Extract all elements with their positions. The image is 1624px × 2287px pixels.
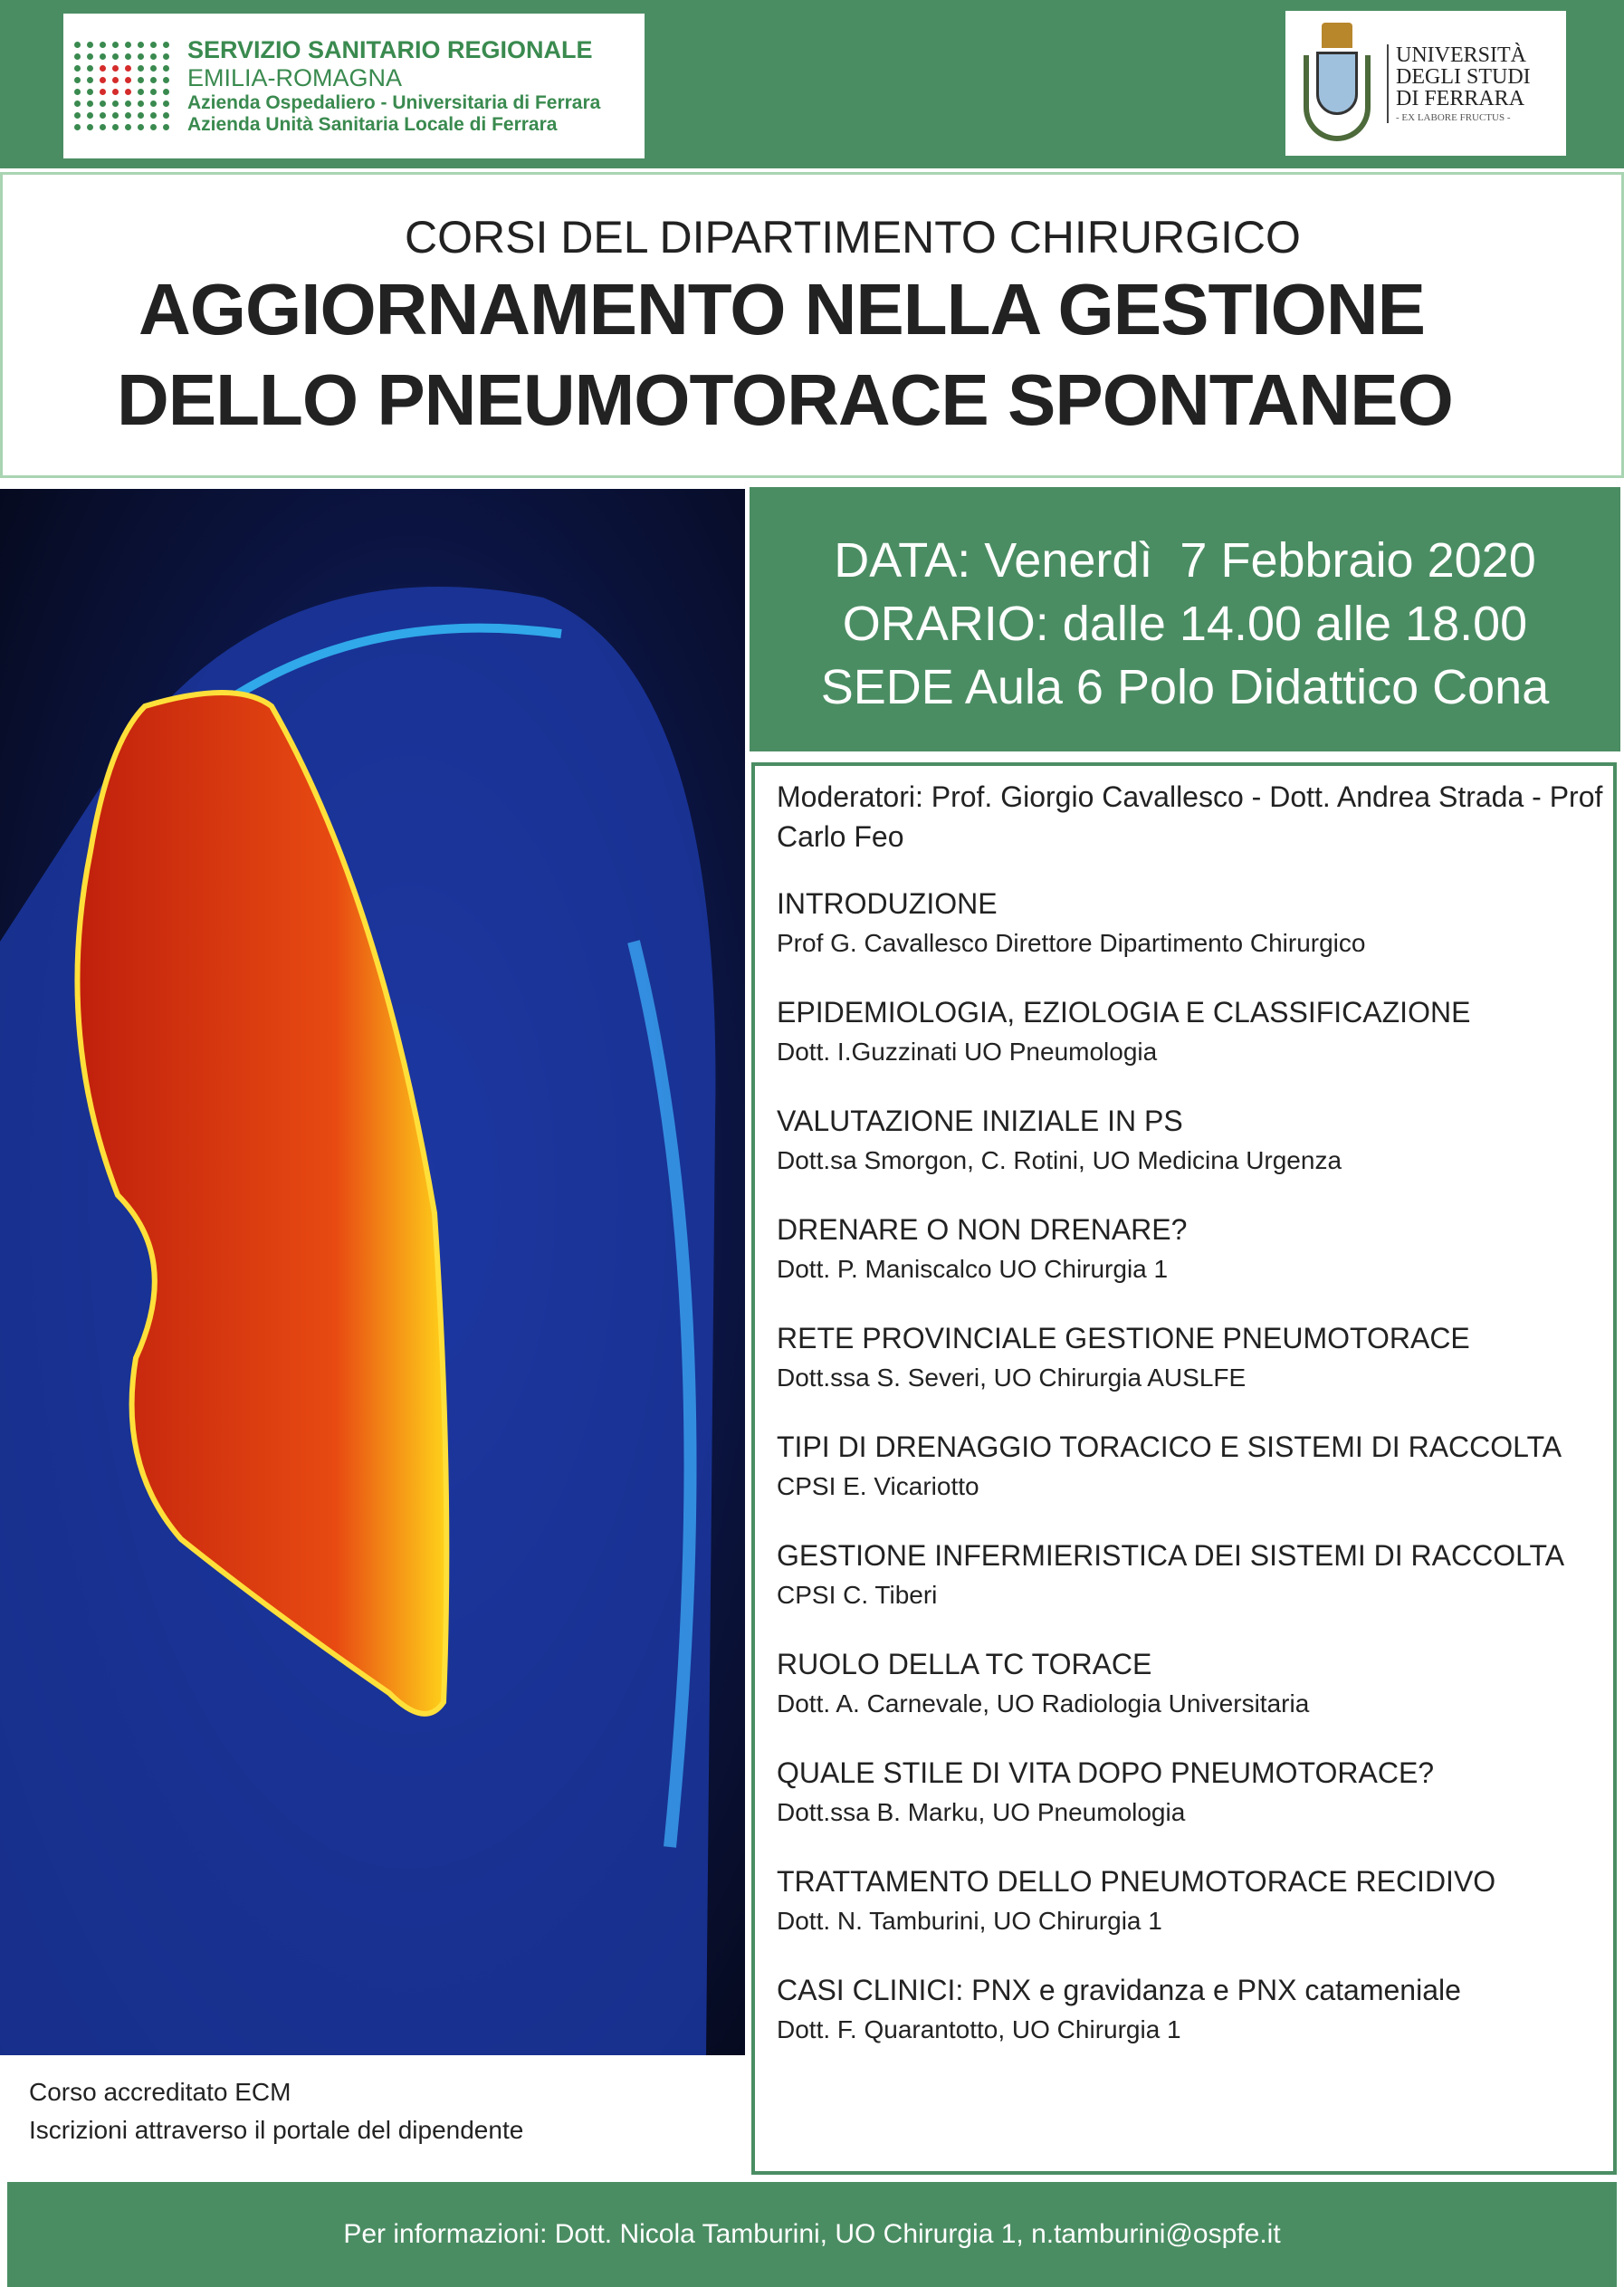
dot — [87, 65, 93, 72]
dot — [74, 65, 81, 72]
program-item-speaker: Dott.sa Smorgon, C. Rotini, UO Medicina Urgenza — [777, 1146, 1342, 1174]
dot — [100, 42, 106, 48]
dot — [150, 89, 157, 95]
program-item-title: TRATTAMENTO DELLO PNEUMOTORACE RECIDIVO — [777, 1865, 1496, 1898]
dot — [125, 89, 131, 95]
dot — [138, 124, 144, 130]
servizio-sanitario-logo — [63, 14, 645, 158]
program-item-speaker: CPSI E. Vicariotto — [777, 1472, 979, 1500]
program-item-title: TIPI DI DRENAGGIO TORACICO E SISTEMI DI RACCOLTA — [777, 1431, 1562, 1463]
dot — [87, 112, 93, 119]
dot — [100, 65, 106, 72]
dot — [112, 77, 119, 83]
university-logo — [1285, 11, 1566, 156]
logo-line: UNIVERSITÀ — [1396, 43, 1526, 67]
title-line-2: DELLO PNEUMOTORACE SPONTANEO — [117, 359, 1453, 440]
dot — [163, 42, 169, 48]
crest-icon — [1296, 23, 1378, 145]
header-band — [0, 0, 1624, 168]
title-box — [0, 172, 1624, 478]
dot — [138, 65, 144, 72]
program-item — [777, 1427, 1613, 1507]
dot — [112, 65, 119, 72]
program-item-speaker: Dott. N. Tamburini, UO Chirurgia 1 — [777, 1907, 1162, 1935]
dot — [74, 53, 81, 60]
dot — [125, 65, 131, 72]
logo-line: DI FERRARA — [1396, 86, 1525, 110]
dot — [163, 100, 169, 107]
notes — [29, 2073, 523, 2149]
program-item — [777, 992, 1613, 1072]
lung-illustration — [0, 489, 745, 2055]
program-item-speaker: Dott.ssa B. Marku, UO Pneumologia — [777, 1798, 1186, 1826]
moderators: Moderatori: Prof. Giorgio Cavallesco - Dott. Andrea Strada - Prof Carlo Feo — [777, 780, 1603, 853]
dot — [112, 89, 119, 95]
logo-line: Azienda Ospedaliero - Universitaria di Ferrara — [187, 91, 601, 113]
event-venue: SEDE Aula 6 Polo Didattico Cona — [820, 660, 1550, 714]
dot — [163, 77, 169, 83]
program-item — [777, 1536, 1613, 1615]
subtitle: CORSI DEL DIPARTIMENTO CHIRURGICO — [405, 212, 1301, 263]
program-item — [777, 1861, 1613, 1941]
dot — [100, 112, 106, 119]
dot — [112, 112, 119, 119]
dot — [163, 124, 169, 130]
logo-line: SERVIZIO SANITARIO REGIONALE — [187, 35, 593, 63]
dot — [87, 42, 93, 48]
dot — [138, 77, 144, 83]
dot — [87, 100, 93, 107]
dot — [87, 124, 93, 130]
dot — [100, 89, 106, 95]
dot — [112, 53, 119, 60]
dot — [150, 112, 157, 119]
program-item-title: RETE PROVINCIALE GESTIONE PNEUMOTORACE — [777, 1322, 1470, 1354]
dot — [87, 77, 93, 83]
program-item-speaker: CPSI C. Tiberi — [777, 1581, 938, 1609]
program-item-title: VALUTAZIONE INIZIALE IN PS — [777, 1105, 1183, 1137]
dot — [150, 124, 157, 130]
program-item-speaker: Dott. I.Guzzinati UO Pneumologia — [777, 1038, 1158, 1066]
program-item — [777, 1970, 1613, 2050]
dot — [100, 77, 106, 83]
program-item — [777, 1318, 1613, 1398]
logo-line: DEGLI STUDI — [1396, 64, 1531, 89]
event-date: DATA: Venerdì 7 Febbraio 2020 — [834, 533, 1536, 588]
dot — [100, 100, 106, 107]
dot — [112, 100, 119, 107]
dot — [74, 112, 81, 119]
dot — [138, 89, 144, 95]
dot — [150, 42, 157, 48]
dot — [138, 100, 144, 107]
program-item — [777, 1753, 1613, 1832]
program-item — [777, 1210, 1613, 1289]
dot — [74, 89, 81, 95]
program-item-speaker: Dott. P. Maniscalco UO Chirurgia 1 — [777, 1255, 1169, 1283]
dot — [125, 42, 131, 48]
program-item-title: GESTIONE INFERMIERISTICA DEI SISTEMI DI RACCOLTA — [777, 1539, 1565, 1572]
program-box — [751, 762, 1617, 2175]
dot — [87, 89, 93, 95]
program-item-title: INTRODUZIONE — [777, 887, 998, 920]
dot — [112, 42, 119, 48]
dot — [74, 42, 81, 48]
registration-note: Iscrizioni attraverso il portale del dipendente — [29, 2116, 524, 2144]
logo-line: Azienda Unità Sanitaria Locale di Ferrara — [187, 114, 558, 136]
dot — [100, 124, 106, 130]
dot — [125, 77, 131, 83]
title-line-1: AGGIORNAMENTO NELLA GESTIONE — [139, 269, 1425, 349]
dots-icon — [74, 42, 171, 130]
dot — [150, 77, 157, 83]
program-item-title: RUOLO DELLA TC TORACE — [777, 1648, 1152, 1680]
program-item-speaker: Dott. F. Quarantotto, UO Chirurgia 1 — [777, 2015, 1181, 2043]
dot — [150, 53, 157, 60]
program-item-title: QUALE STILE DI VITA DOPO PNEUMOTORACE? — [777, 1756, 1435, 1789]
dot — [87, 53, 93, 60]
logo-line: EMILIA-ROMAGNA — [187, 63, 403, 91]
dot — [163, 89, 169, 95]
dot — [125, 53, 131, 60]
program-item-speaker: Dott. A. Carnevale, UO Radiologia Universitaria — [777, 1689, 1310, 1718]
program-item-title: DRENARE O NON DRENARE? — [777, 1213, 1188, 1246]
dot — [112, 124, 119, 130]
dot — [163, 112, 169, 119]
footer-contact: Per informazioni: Dott. Nicola Tamburini, UO Chirurgia 1, n.tamburini@ospfe.it — [7, 2182, 1617, 2287]
dot — [100, 53, 106, 60]
dot — [74, 77, 81, 83]
dot — [138, 42, 144, 48]
dot — [150, 100, 157, 107]
ecm-note: Corso accreditato ECM — [29, 2078, 291, 2106]
event-time: ORARIO: dalle 14.00 alle 18.00 — [842, 597, 1528, 651]
dot — [125, 100, 131, 107]
program-item-speaker: Dott.ssa S. Severi, UO Chirurgia AUSLFE — [777, 1364, 1247, 1392]
dot — [163, 65, 169, 72]
program-item — [777, 1644, 1613, 1724]
dot — [138, 53, 144, 60]
program-item-speaker: Prof G. Cavallesco Direttore Dipartimento Chirurgico — [777, 929, 1366, 957]
logo-motto: - EX LABORE FRUCTUS - — [1396, 111, 1511, 123]
dot — [74, 100, 81, 107]
dot — [125, 124, 131, 130]
program-item — [777, 884, 1613, 963]
dot — [138, 112, 144, 119]
event-info — [750, 487, 1620, 751]
program-item — [777, 1101, 1613, 1181]
dot — [74, 124, 81, 130]
program-item-title: CASI CLINICI: PNX e gravidanza e PNX catameniale — [777, 1974, 1461, 2006]
dot — [150, 65, 157, 72]
dot — [163, 53, 169, 60]
program-item-title: EPIDEMIOLOGIA, EZIOLOGIA E CLASSIFICAZIONE — [777, 996, 1471, 1029]
dot — [125, 112, 131, 119]
